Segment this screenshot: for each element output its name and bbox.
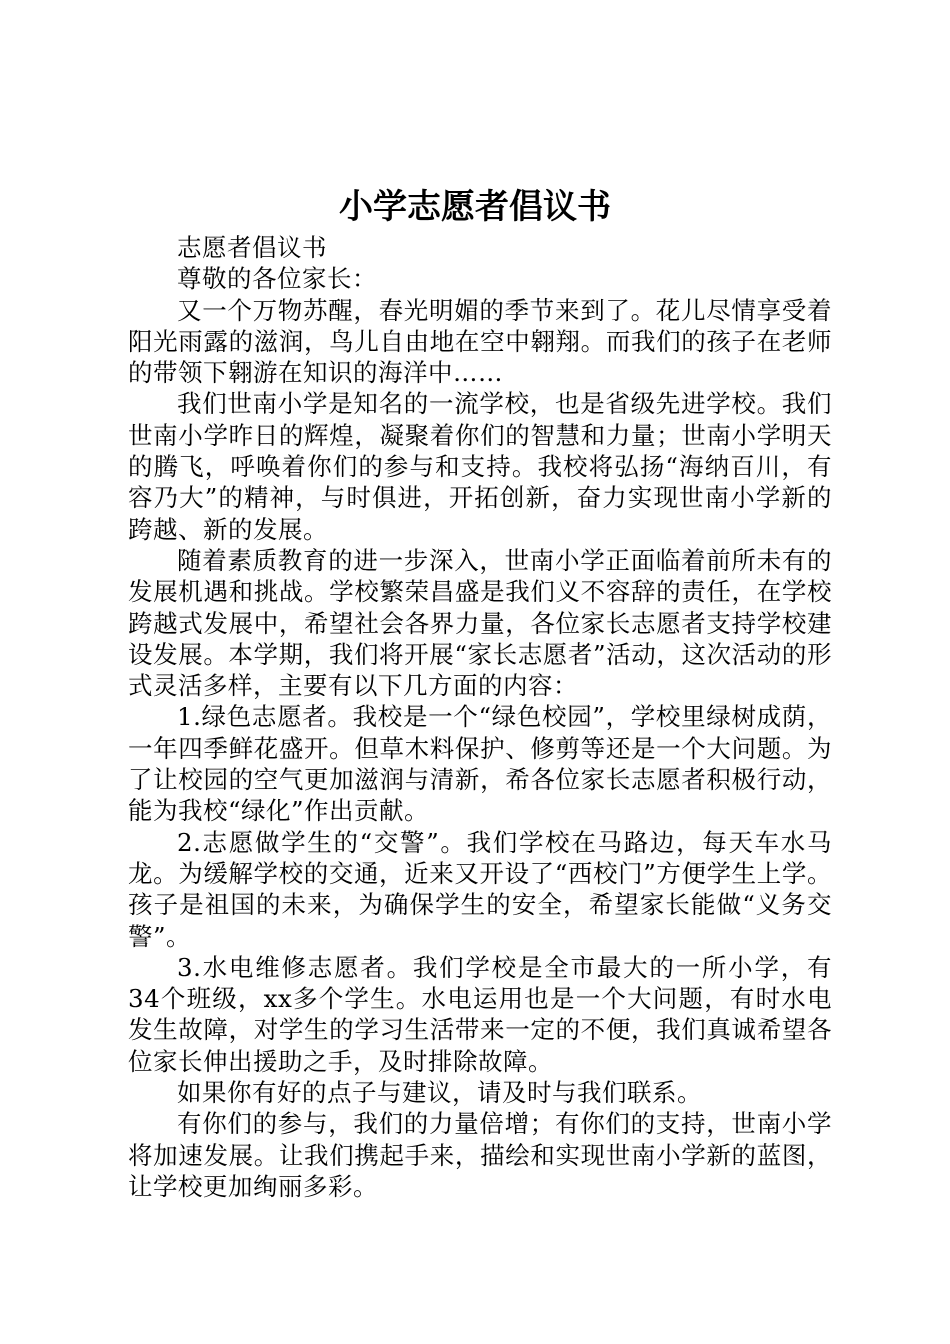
- paragraph-item-repair: 3.水电维修志愿者。我们学校是全市最大的一所小学，有34个班级，xx多个学生。水电运用也是一个大问题，有时水电发生故障，对学生的学习生活带来一定的不便，我们真诚希望各位家长伸出援助之手，及时排除故障。: [128, 952, 832, 1076]
- paragraph-school: 我们世南小学是知名的一流学校，也是省级先进学校。我们世南小学昨日的辉煌，凝聚着你们的智慧和力量；世南小学明天的腾飞，呼唤着你们的参与和支持。我校将弘扬“海纳百川，有容乃大”的精神，与时俱进，开拓创新，奋力实现世南小学新的跨越、新的发展。: [128, 389, 832, 544]
- paragraph-background: 随着素质教育的进一步深入，世南小学正面临着前所未有的发展机遇和挑战。学校繁荣昌盛是我们义不容辞的责任，在学校跨越式发展中，希望社会各界力量，各位家长志愿者支持学校建设发展。本学期，我们将开展“家长志愿者”活动，这次活动的形式灵活多样，主要有以下几方面的内容：: [128, 545, 832, 701]
- document-body: [128, 232, 832, 1202]
- paragraph-item-green: 1.绿色志愿者。我校是一个“绿色校园”，学校里绿树成荫，一年四季鲜花盛开。但草木料保护、修剪等还是一个大问题。为了让校园的空气更加滋润与清新，希各位家长志愿者积极行动，能为我校“绿化”作出贡献。: [128, 702, 832, 826]
- paragraph-salutation: 尊敬的各位家长：: [177, 264, 377, 294]
- document-title: 小学志愿者倡议书: [339, 187, 611, 227]
- paragraph-intro: 又一个万物苏醒，春光明媚的季节来到了。花儿尽情享受着阳光雨露的滋润，鸟儿自由地在空中翱翔。而我们的孩子在老师的带领下翱游在知识的海洋中……: [128, 295, 832, 388]
- paragraph-item-traffic: 2.志愿做学生的“交警”。我们学校在马路边，每天车水马龙。为缓解学校的交通，近来又开设了“西校门”方便学生上学。孩子是祖国的未来，为确保学生的安全，希望家长能做“义务交警”。: [128, 827, 832, 951]
- paragraph-closing: 有你们的参与，我们的力量倍增；有你们的支持，世南小学将加速发展。让我们携起手来，描绘和实现世南小学新的蓝图，让学校更加绚丽多彩。: [128, 1109, 832, 1201]
- paragraph-subtitle: 志愿者倡议书: [177, 233, 327, 262]
- paragraph-contact: 如果你有好的点子与建议，请及时与我们联系。: [177, 1078, 702, 1108]
